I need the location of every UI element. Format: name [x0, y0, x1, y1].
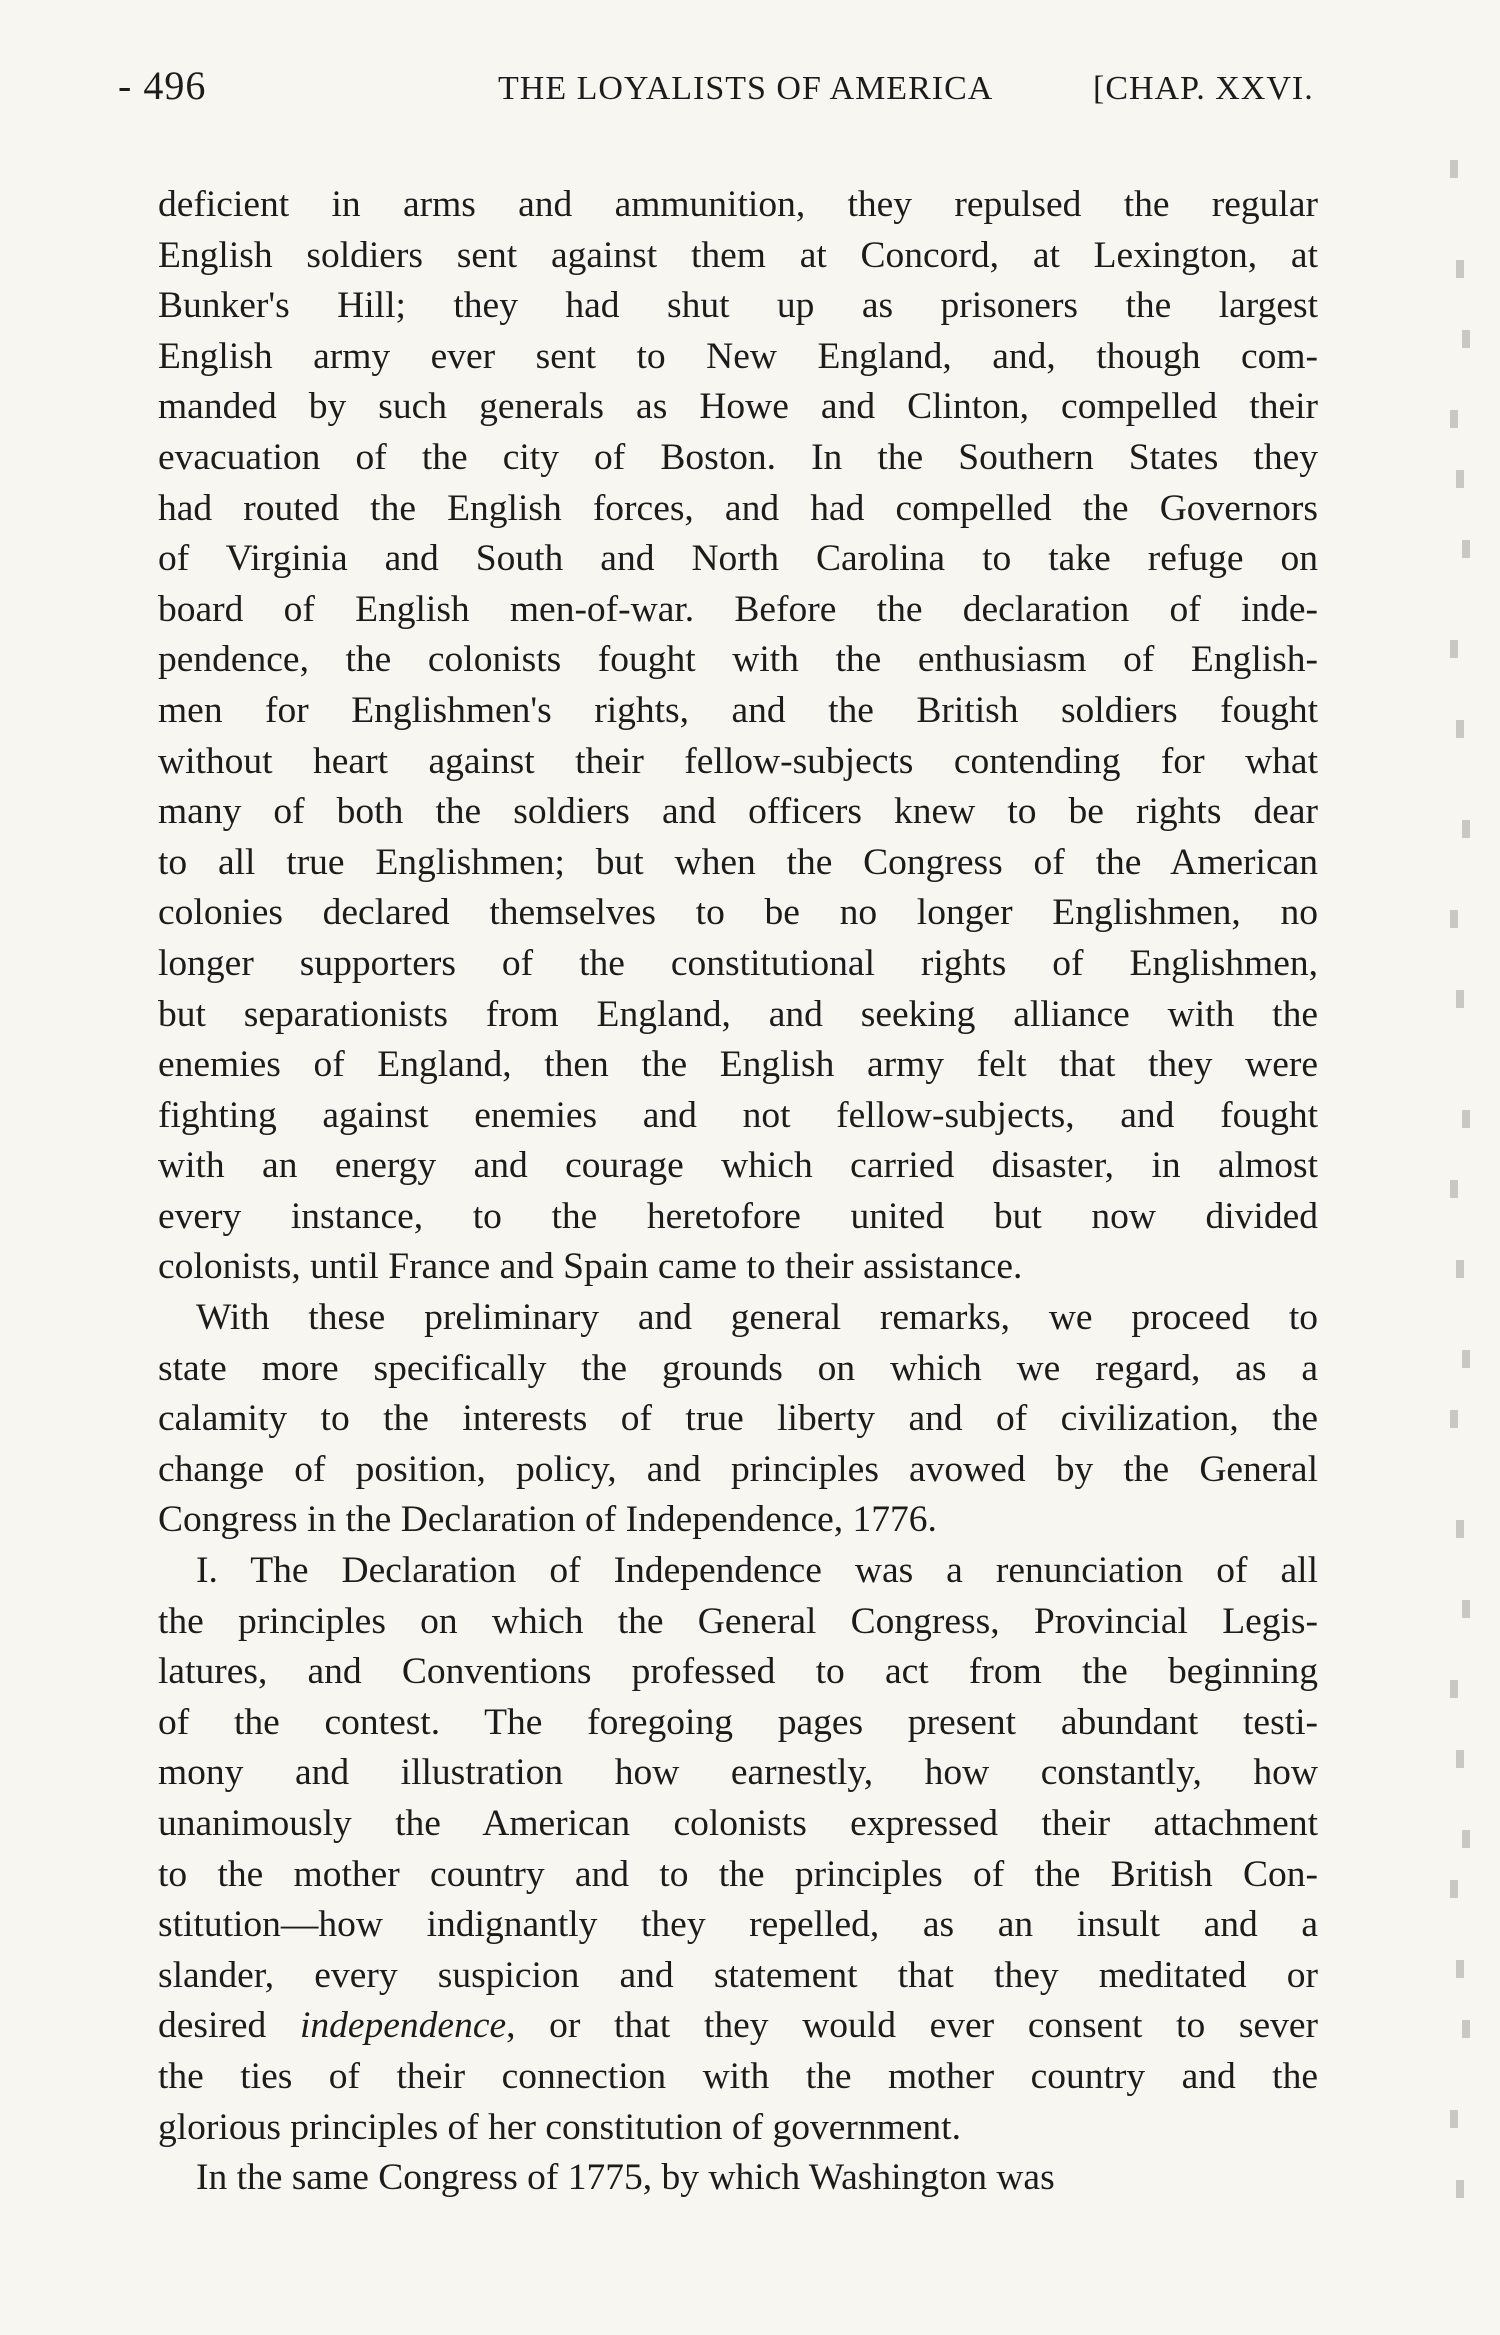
- scan-mark: [1462, 330, 1470, 348]
- scan-mark: [1450, 1880, 1458, 1898]
- text-line: English soldiers sent against them at Concord, at Lexington, at: [158, 234, 1318, 276]
- scan-mark: [1450, 910, 1458, 928]
- scan-mark: [1456, 470, 1464, 488]
- text-line: change of position, policy, and principles avowed by the General: [158, 1448, 1318, 1490]
- scan-mark: [1462, 1110, 1470, 1128]
- scan-mark: [1450, 2110, 1458, 2128]
- text-line: longer supporters of the constitutional rights of Englishmen,: [158, 942, 1318, 984]
- text-line: many of both the soldiers and officers knew to be rights dear: [158, 791, 1318, 833]
- scan-mark: [1456, 1260, 1464, 1278]
- text-line: With these preliminary and general remarks, we proceed to: [196, 1297, 1318, 1339]
- text-line: to all true Englishmen; but when the Congress of the American: [158, 841, 1318, 883]
- paragraph: [158, 180, 1318, 1293]
- page-number: - 496: [118, 63, 207, 108]
- text-line: I. The Declaration of Independence was a renunciation of all: [196, 1550, 1318, 1592]
- text-line: Congress in the Declaration of Independence, 1776.: [158, 1499, 937, 1541]
- text-line: English army ever sent to New England, and, though com-: [158, 335, 1318, 377]
- text-line: manded by such generals as Howe and Clinton, compelled their: [158, 386, 1318, 428]
- text-line: state more specifically the grounds on which we regard, as a: [158, 1347, 1318, 1389]
- scan-mark: [1456, 720, 1464, 738]
- text-line: the ties of their connection with the mother country and the: [158, 2055, 1318, 2097]
- scan-mark: [1456, 990, 1464, 1008]
- text-line: the principles on which the General Congress, Provincial Legis-: [158, 1600, 1318, 1642]
- text-line: men for Englishmen's rights, and the British soldiers fought: [158, 689, 1318, 731]
- text-line: had routed the English forces, and had compelled the Governors: [158, 487, 1318, 529]
- text-line: desired independence, or that they would ever consent to sever: [158, 2005, 1318, 2047]
- text-line: deficient in arms and ammunition, they repulsed the regular: [158, 184, 1318, 225]
- scan-mark: [1450, 1410, 1458, 1428]
- scan-mark: [1456, 1750, 1464, 1768]
- text-line: stitution—how indignantly they repelled, as an insult and a: [158, 1904, 1318, 1946]
- paragraph: [158, 1546, 1318, 2153]
- paragraph: [158, 2153, 1318, 2204]
- text-line: In the same Congress of 1775, by which Washington was: [196, 2157, 1055, 2199]
- text-line: calamity to the interests of true liberty and of civilization, the: [158, 1398, 1318, 1440]
- text-line: slander, every suspicion and statement that they meditated or: [158, 1954, 1318, 1996]
- scan-mark: [1456, 260, 1464, 278]
- scan-mark: [1450, 640, 1458, 658]
- scan-mark: [1456, 1520, 1464, 1538]
- scan-mark: [1450, 1680, 1458, 1698]
- chapter-label: [CHAP. XXVI.: [1093, 70, 1314, 107]
- scan-mark: [1450, 160, 1458, 178]
- text-line: every instance, to the heretofore united but now divided: [158, 1195, 1318, 1237]
- scan-mark: [1462, 1600, 1470, 1618]
- margin-scan-marks: [1440, 120, 1500, 2320]
- text-line: with an energy and courage which carried disaster, in almost: [158, 1145, 1318, 1187]
- scan-mark: [1462, 540, 1470, 558]
- text-line: fighting against enemies and not fellow-subjects, and fought: [158, 1094, 1318, 1136]
- text-line: to the mother country and to the principles of the British Con-: [158, 1853, 1318, 1895]
- text-line: of the contest. The foregoing pages present abundant testi-: [158, 1701, 1318, 1743]
- scan-mark: [1462, 2020, 1470, 2038]
- paragraph: [158, 1293, 1318, 1546]
- running-title: THE LOYALISTS OF AMERICA: [498, 70, 994, 107]
- scan-mark: [1450, 1180, 1458, 1198]
- text-line: but separationists from England, and seeking alliance with the: [158, 993, 1318, 1035]
- text-line: unanimously the American colonists expressed their attachment: [158, 1803, 1318, 1844]
- text-line: board of English men-of-war. Before the declaration of inde-: [158, 588, 1318, 630]
- text-line: evacuation of the city of Boston. In the Southern States they: [158, 436, 1318, 478]
- running-header: [118, 62, 1338, 142]
- text-line: latures, and Conventions professed to act from the beginning: [158, 1651, 1318, 1693]
- scan-mark: [1462, 1350, 1470, 1368]
- text-line: without heart against their fellow-subjects contending for what: [158, 740, 1318, 782]
- scan-mark: [1450, 410, 1458, 428]
- text-line: enemies of England, then the English army felt that they were: [158, 1044, 1318, 1086]
- scan-mark: [1462, 1830, 1470, 1848]
- scan-mark: [1456, 2180, 1464, 2198]
- text-line: glorious principles of her constitution of government.: [158, 2106, 961, 2148]
- text-line: Bunker's Hill; they had shut up as prisoners the largest: [158, 285, 1318, 327]
- text-line: pendence, the colonists fought with the enthusiasm of English-: [158, 639, 1318, 681]
- text-line: colonists, until France and Spain came to their assistance.: [158, 1246, 1023, 1288]
- body-text: [158, 180, 1318, 2204]
- scan-mark: [1456, 1960, 1464, 1978]
- text-line: colonies declared themselves to be no longer Englishmen, no: [158, 892, 1318, 934]
- scan-mark: [1462, 820, 1470, 838]
- text-line: mony and illustration how earnestly, how constantly, how: [158, 1752, 1318, 1794]
- text-line: of Virginia and South and North Carolina to take refuge on: [158, 538, 1318, 580]
